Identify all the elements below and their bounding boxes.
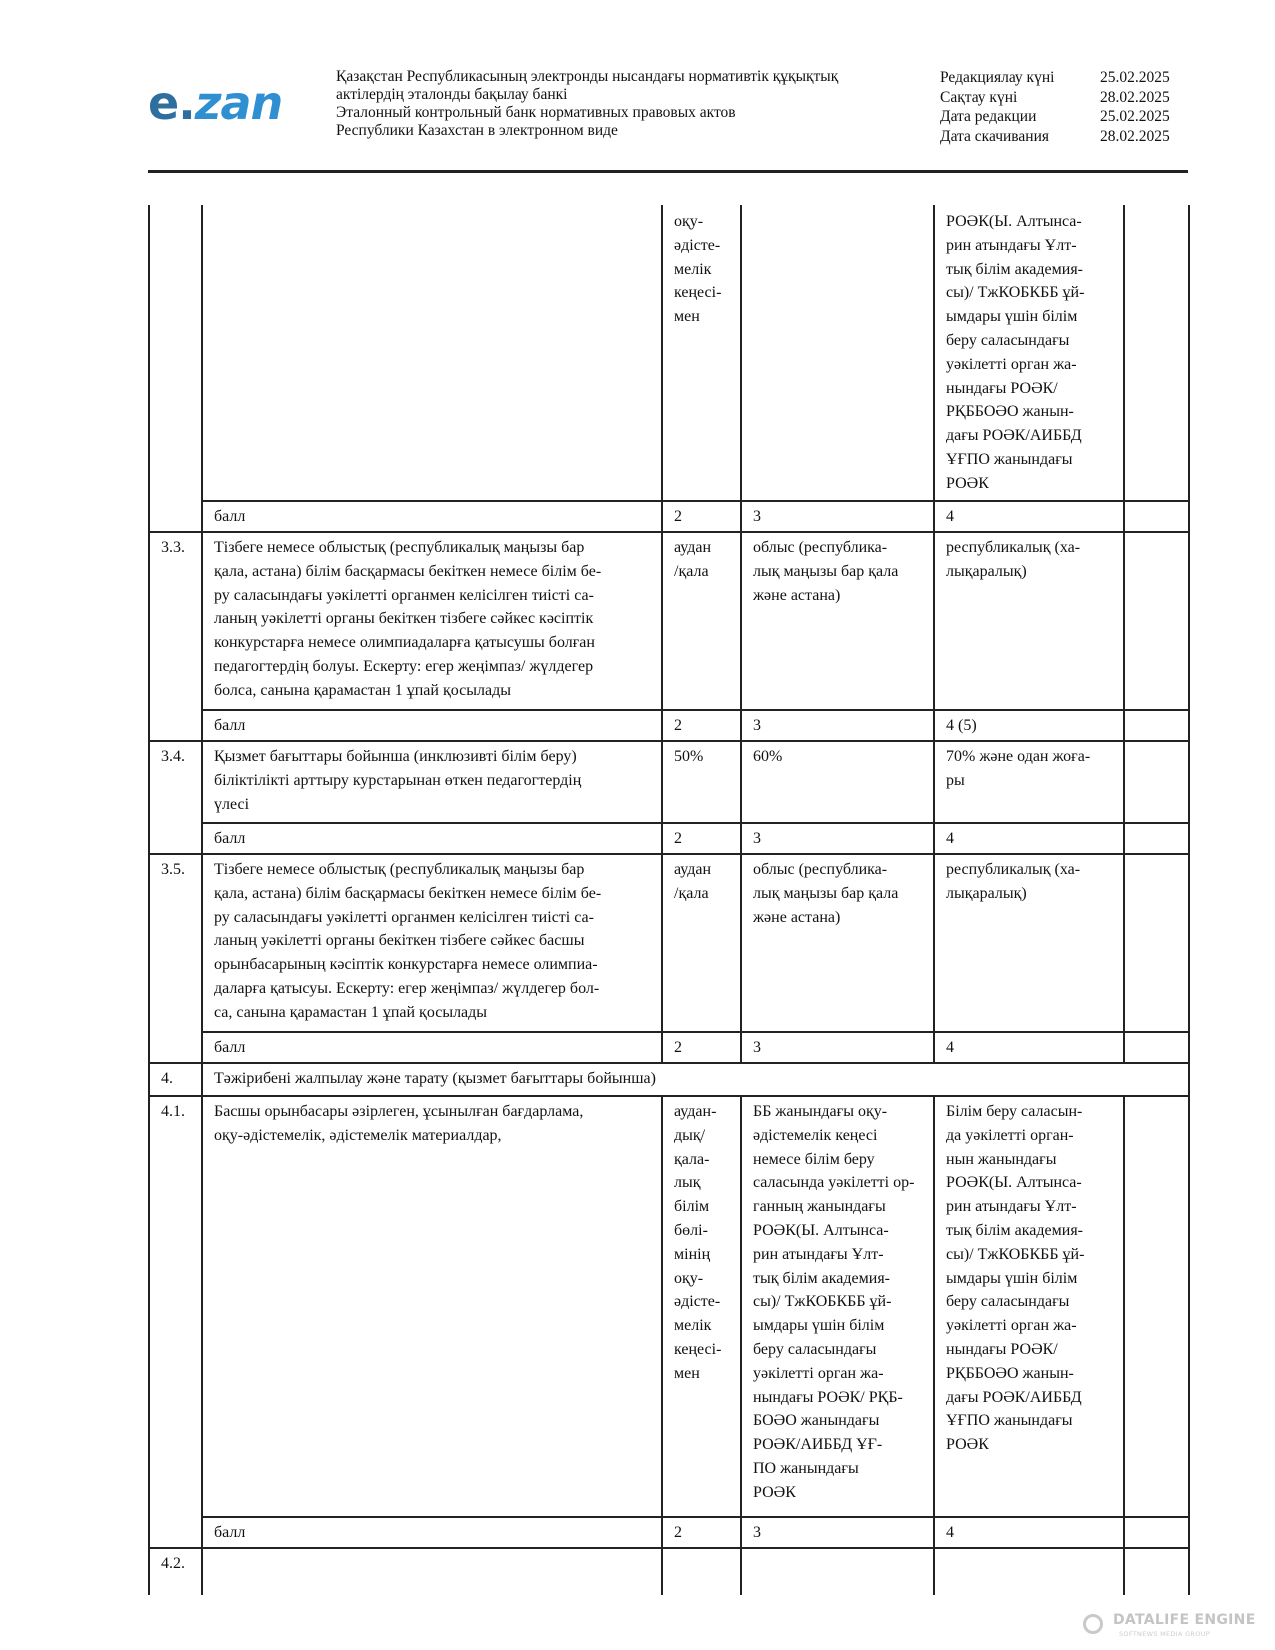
level-2-cell: облыс (республика- лық маңызы бар қала және астана)	[753, 861, 899, 926]
level-1-cell: 50%	[674, 748, 704, 765]
table-column-divider	[661, 1547, 663, 1595]
table-border-right	[1188, 205, 1190, 1595]
table-row-border	[148, 740, 1188, 742]
table-column-divider	[740, 709, 742, 740]
table-column-divider	[933, 500, 935, 531]
header-title-line: Эталонный контрольный банк нормативных правовых актов	[336, 104, 736, 121]
row-number: 4.1.	[161, 1103, 185, 1120]
level-2-cell: 3	[753, 717, 761, 734]
table-column-divider	[740, 853, 742, 1031]
table-row-border	[201, 500, 1188, 502]
row-description: балл	[214, 508, 246, 525]
date-label: Дата скачивания	[940, 127, 1050, 145]
date-value: 25.02.2025	[1100, 108, 1170, 125]
row-description: Қызмет бағыттары бойынша (инклюзивті білім беру) біліктілікті арттыру курстарынан өткен педагогтердің үлесі	[214, 748, 582, 813]
row-description: Басшы орынбасары әзірлеген, ұсынылған бағдарлама, оқу-әдістемелік, әдістемелік материалдар,	[214, 1103, 584, 1144]
table-row-border	[201, 822, 1188, 824]
level-2-cell: 60%	[753, 748, 783, 765]
date-value: 28.02.2025	[1100, 88, 1170, 106]
table-column-divider	[740, 205, 742, 500]
logo-prefix: e.	[148, 76, 195, 130]
table-column-divider	[740, 1031, 742, 1062]
table-column-divider	[661, 1516, 663, 1547]
table-row-border	[148, 1062, 1188, 1064]
table-column-divider	[933, 1031, 935, 1062]
table-row-border	[148, 1547, 1188, 1549]
level-3-cell: РОӘК(Ы. Алтынса- рин атындағы Ұлт- тық білім академия- сы)/ ТжКОБКББ ұй- ымдары үшін білім беру саласындағы уәкілетті орган жа- нындағы РОӘК/ РҚББОӘО жанын- дағы РОӘК/АИББД ҰҒПО жанындағы РОӘК	[946, 213, 1085, 492]
table-column-divider	[1123, 500, 1125, 531]
table-border-left	[148, 205, 150, 1595]
level-1-cell: оқу- әдісте- мелік кеңесі- мен	[674, 213, 722, 326]
table-column-divider	[661, 822, 663, 853]
level-1-cell: аудан /қала	[674, 861, 712, 902]
level-1-cell: 2	[674, 508, 682, 525]
table-column-divider	[1123, 1095, 1125, 1516]
table-column-divider	[933, 1547, 935, 1595]
table-column-divider	[1123, 740, 1125, 822]
table-column-divider	[1123, 531, 1125, 709]
table-column-divider	[661, 709, 663, 740]
level-2-cell: 3	[753, 1524, 761, 1541]
table-column-divider	[740, 500, 742, 531]
table-row-border	[148, 853, 1188, 855]
row-description: балл	[214, 830, 246, 847]
header-title-line: Қазақстан Республикасының электронды нысандағы нормативтік құқықтық	[336, 68, 839, 85]
watermark-title: DATALIFE ENGINE	[1113, 1612, 1256, 1628]
level-3-cell: 4	[946, 1039, 954, 1056]
row-description: Тізбеге немесе облыстық (республикалық маңызы бар қала, астана) білім басқармасы бекіткен немесе білім бе- ру саласындағы уәкілетті органмен келісілген тиісті са- ланың уәкілетті органы бекіткен тізбеге сәйкес кәсіптік конкурстарға немесе олимпиадаларға қатысушы болған педагогтердің болуы. Ескерту: егер жеңімпаз/ жүлдегер болса, санына қарамастан 1 ұпай қосылады	[214, 539, 602, 699]
level-2-cell: 3	[753, 1039, 761, 1056]
row-number: 4.	[161, 1070, 173, 1087]
table-column-divider	[661, 531, 663, 709]
level-1-cell: аудан- дық/ қала- лық білім бөлі- мінің оқу- әдісте- мелік кеңесі- мен	[674, 1103, 722, 1382]
table-column-divider	[933, 853, 935, 1031]
level-3-cell: 70% және одан жоға- ры	[946, 748, 1091, 789]
table-column-divider	[201, 205, 203, 1595]
row-number: 3.3.	[161, 539, 185, 556]
level-2-cell: 3	[753, 830, 761, 847]
table-column-divider	[1123, 1031, 1125, 1062]
date-value: 28.02.2025	[1100, 127, 1170, 145]
header-title-line: Республики Казахстан в электронном виде	[336, 122, 618, 139]
table-column-divider	[661, 500, 663, 531]
table-column-divider	[661, 853, 663, 1031]
level-3-cell: 4	[946, 1524, 954, 1541]
level-1-cell: 2	[674, 1524, 682, 1541]
table-column-divider	[933, 822, 935, 853]
row-number: 3.4.	[161, 748, 185, 765]
date-value: 25.02.2025	[1100, 69, 1170, 86]
table-column-divider	[661, 740, 663, 822]
row-number: 3.5.	[161, 861, 185, 878]
table-column-divider	[933, 205, 935, 500]
table-column-divider	[1123, 1547, 1125, 1595]
level-3-cell: республикалық (ха- лықаралық)	[946, 861, 1081, 902]
table-column-divider	[1123, 1516, 1125, 1547]
level-2-cell: ББ жанындағы оқу- әдістемелік кеңесі немесе білім беру саласында уәкілетті ор- ганның жанындағы РОӘК(Ы. Алтынса- рин атындағы Ұлт- тық білім академия- сы)/ ТжКОБКББ ұй- ымдары үшін білім беру саласындағы уәкілетті орган жа- нындағы РОӘК/ РҚБ- БОӘО жанындағы РОӘК/АИББД ҰҒ- ПО жанындағы РОӘК	[753, 1103, 915, 1501]
table-row-border	[201, 1516, 1188, 1518]
level-1-cell: аудан /қала	[674, 539, 712, 580]
table-row-border	[201, 709, 1188, 711]
table-column-divider	[1123, 853, 1125, 1031]
level-2-cell: 3	[753, 508, 761, 525]
level-3-cell: республикалық (ха- лықаралық)	[946, 539, 1081, 580]
level-3-cell: 4	[946, 830, 954, 847]
row-description: балл	[214, 717, 246, 734]
table-row-border	[148, 1095, 1188, 1097]
row-description: балл	[214, 1039, 246, 1056]
datalife-logo-icon	[1083, 1614, 1103, 1634]
watermark	[1083, 1611, 1258, 1641]
table-column-divider	[740, 1547, 742, 1595]
row-description: Тәжірибені жалпылау және тарату (қызмет бағыттары бойынша)	[214, 1070, 656, 1087]
table-column-divider	[933, 531, 935, 709]
level-1-cell: 2	[674, 717, 682, 734]
table-column-divider	[740, 740, 742, 822]
level-2-cell: облыс (республика- лық маңызы бар қала және астана)	[753, 539, 899, 604]
row-description: Тізбеге немесе облыстық (республикалық маңызы бар қала, астана) білім басқармасы бекіткен немесе білім бе- ру саласындағы уәкілетті органмен келісілген тиісті са- ланың уәкілетті органы бекіткен тізбеге сәйкес басшы орынбасарының кәсіптік конкурстарға немесе олимпиа- даларға қатысуы. Ескерту: егер жеңімпаз/ жүлдегер бол- са, санына қарамастан 1 ұпай қосылады	[214, 861, 602, 1021]
level-1-cell: 2	[674, 1039, 682, 1056]
table-column-divider	[1123, 822, 1125, 853]
table-column-divider	[740, 822, 742, 853]
header-title-line: актілердің эталонды бақылау банкі	[336, 86, 568, 103]
level-3-cell: 4	[946, 508, 954, 525]
table-column-divider	[661, 1095, 663, 1516]
table-column-divider	[933, 709, 935, 740]
table-column-divider	[1123, 709, 1125, 740]
table-column-divider	[933, 1095, 935, 1516]
level-1-cell: 2	[674, 830, 682, 847]
level-3-cell: 4 (5)	[946, 717, 977, 734]
table-row-border	[148, 531, 1188, 533]
date-label: Дата редакции	[940, 108, 1037, 125]
level-3-cell: Білім беру саласын- да уәкілетті орган- нын жанындағы РОӘК(Ы. Алтынса- рин атындағы Ұлт- тық білім академия- сы)/ ТжКОБКББ ұй- ымдары үшін білім беру саласындағы уәкілетті орган жа- нындағы РОӘК/ РҚББОӘО жанын- дағы РОӘК/АИББД ҰҒПО жанындағы РОӘК	[946, 1103, 1085, 1454]
table-column-divider	[661, 1031, 663, 1062]
date-label: Редакциялау күні	[940, 69, 1055, 86]
table-column-divider	[740, 1516, 742, 1547]
logo-suffix: zan	[194, 76, 283, 130]
table-row-border	[201, 1031, 1188, 1033]
row-number: 4.2.	[161, 1555, 185, 1572]
row-description: балл	[214, 1524, 246, 1541]
table-column-divider	[933, 740, 935, 822]
table-column-divider	[933, 1516, 935, 1547]
table-column-divider	[1123, 205, 1125, 500]
table-column-divider	[740, 1095, 742, 1516]
table-column-divider	[661, 205, 663, 500]
date-label: Сақтау күні	[940, 88, 1018, 106]
table-column-divider	[740, 531, 742, 709]
watermark-subtitle: SOFTNEWS MEDIA GROUP	[1119, 1630, 1210, 1638]
